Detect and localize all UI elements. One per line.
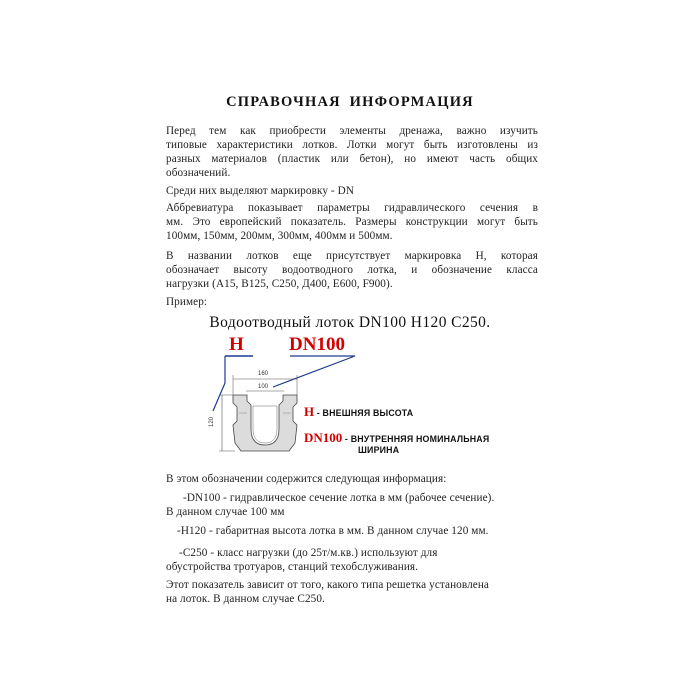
dn-leader-line bbox=[273, 356, 355, 387]
height-marking-line: В названии лотков еще присутствует маркировка Н, которая bbox=[166, 250, 538, 262]
grate-paragraph bbox=[166, 578, 538, 606]
h-marker-label: H bbox=[229, 334, 244, 355]
outer-width-value: 160 bbox=[258, 371, 269, 377]
h-info-line: -Н120 - габаритная высота лотка в мм. В данном случае 120 мм. bbox=[177, 525, 489, 537]
abbreviation-paragraph bbox=[166, 201, 538, 243]
info-intro bbox=[166, 472, 538, 486]
marking-paragraph bbox=[166, 184, 538, 198]
h-leader-line bbox=[213, 356, 225, 411]
inner-width-value: 100 bbox=[258, 384, 269, 390]
abbreviation-line: 100мм, 150мм, 200мм, 300мм, 400мм и 500мм. bbox=[166, 230, 393, 242]
legend-height-text: - ВНЕШНЯЯ ВЫСОТА bbox=[314, 408, 414, 418]
grate-line: на лоток. В данном случае С250. bbox=[166, 593, 325, 605]
legend-width-code: DN100 bbox=[304, 430, 343, 445]
c-info-paragraph bbox=[166, 546, 538, 574]
abbreviation-line: Аббревиатура показывает параметры гидравлического сечения в bbox=[166, 202, 538, 214]
page-title: СПРАВОЧНАЯ ИНФОРМАЦИЯ bbox=[226, 94, 474, 110]
dn-info-paragraph bbox=[166, 491, 538, 519]
height-value: 120 bbox=[209, 416, 216, 428]
example-label-text: Пример: bbox=[166, 296, 208, 308]
intro-line: Перед тем как приобрести элементы дренажа, важно изучить bbox=[166, 125, 538, 137]
c-info-line: обустройства тротуаров, станций техобслуживания. bbox=[166, 561, 419, 573]
channel-diagram bbox=[195, 333, 525, 463]
channel-inner-section bbox=[253, 406, 277, 443]
height-marking-line: обозначает высоту водоотводного лотка, и обозначение класса bbox=[166, 264, 538, 276]
abbreviation-line: мм. Это европейский показатель. Размеры конструкции могут быть bbox=[166, 216, 538, 228]
height-marking-paragraph bbox=[166, 249, 538, 291]
dn-info-line: -DN100 - гидравлическое сечение лотка в мм (рабочее сечение). bbox=[183, 492, 495, 504]
intro-paragraph bbox=[166, 124, 538, 180]
dn-marker-label: DN100 bbox=[289, 334, 345, 355]
legend-width-text: - ВНУТРЕННЯЯ НОМИНАЛЬНАЯ bbox=[342, 434, 490, 444]
legend-width-text-cont: ШИРИНА bbox=[358, 445, 400, 455]
c-info-line: -С250 - класс нагрузки (до 25т/м.кв.) используют для bbox=[179, 547, 438, 559]
info-intro-line: В этом обозначении содержится следующая информация: bbox=[166, 473, 447, 485]
example-label bbox=[166, 295, 538, 309]
marking-line: Среди них выделяют маркировку - DN bbox=[166, 185, 354, 197]
dn-info-line: В данном случае 100 мм bbox=[166, 506, 285, 518]
intro-line: обозначений. bbox=[166, 167, 231, 179]
example-title: Водоотводный лоток DN100 H120 C250. bbox=[209, 314, 491, 331]
height-marking-line: нагрузки (А15, В125, С250, Д400, Е600, F900). bbox=[166, 278, 393, 290]
legend-height bbox=[304, 403, 413, 421]
intro-line: типовые характеристики лотков. Лотки могут быть изготовлены из bbox=[166, 139, 538, 151]
intro-line: разных материалов (пластик или бетон), но имеют часть общих bbox=[166, 153, 538, 165]
legend-height-code: H bbox=[304, 404, 315, 419]
h-info-paragraph bbox=[166, 524, 538, 538]
grate-line: Этот показатель зависит от того, какого типа решетка установлена bbox=[166, 579, 490, 591]
